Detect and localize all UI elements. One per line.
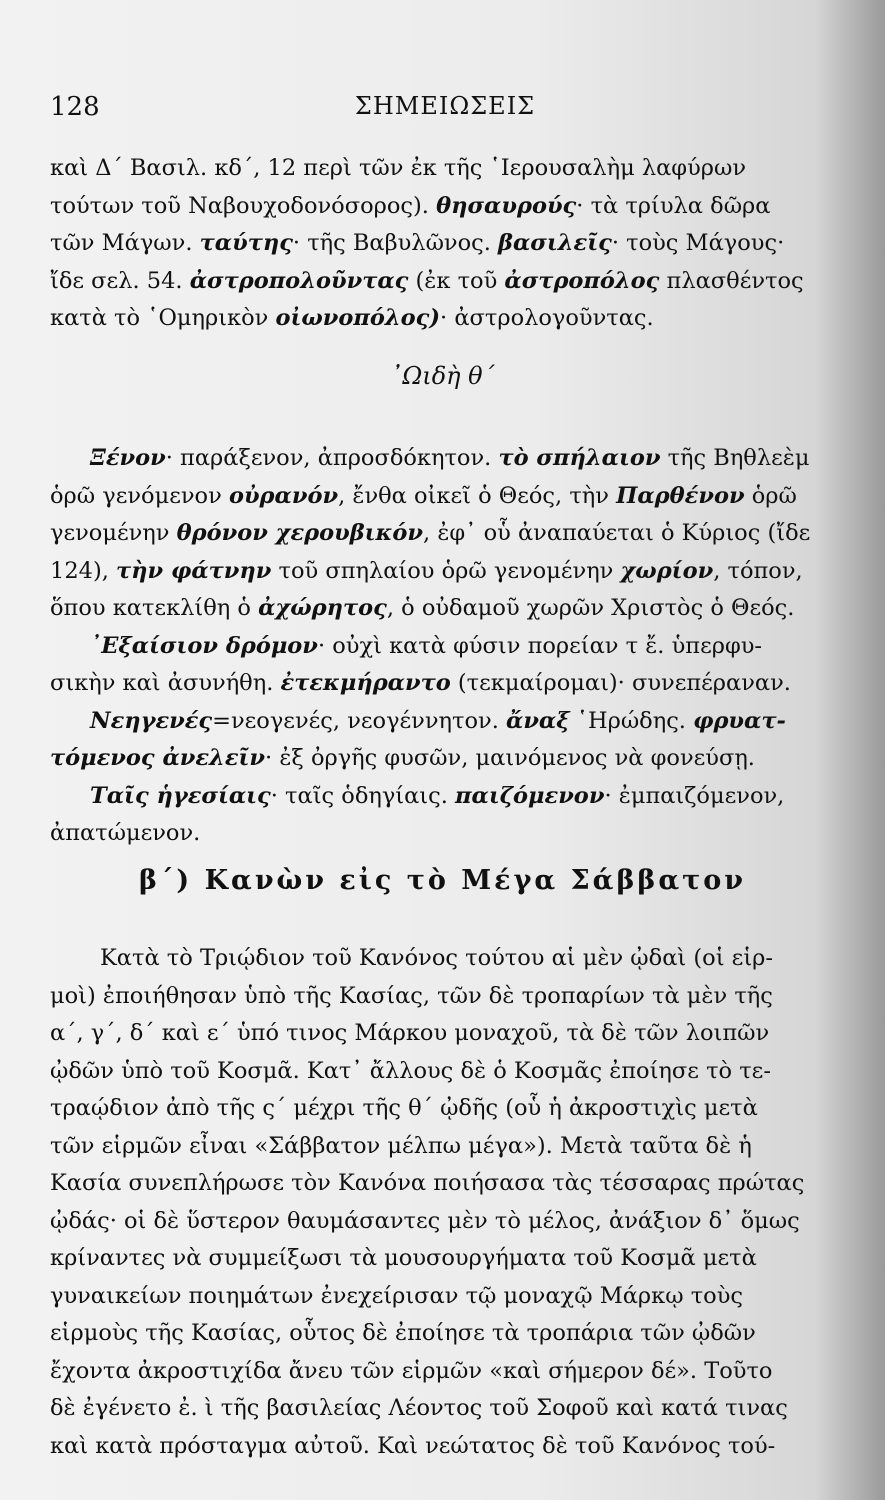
text-span: ῾Ηρώδης. <box>569 707 694 734</box>
lemma: τὸ σπήλαιον <box>498 445 661 471</box>
text-line <box>50 703 845 741</box>
text-span: τούτων τοῦ Ναβουχοδονόσορος). <box>50 192 437 219</box>
text-span: ὁρῶ γενόμενον <box>50 482 229 509</box>
lemma: φρυατ- <box>693 707 786 734</box>
lemma: θρόνον χερουβικόν <box>176 520 424 546</box>
lemma: παιζόμενον <box>455 782 605 809</box>
text-span: =νεογενές, νεογέννητον. <box>212 707 506 734</box>
text-span: (τεκμαίρομαι)· συνεπέραναν. <box>450 670 791 696</box>
lemma: Νεηγενές <box>90 707 213 734</box>
text-span: · παράξενον, ἀπροσδόκητον. <box>165 445 499 471</box>
lemma: ἀστροπολοῦντας <box>189 267 409 294</box>
text-line <box>50 778 845 816</box>
section-heading: β΄) Κανὼν εἰς τὸ Μέγα Σάββατον <box>138 865 747 896</box>
text-line: Κασία συνεπλήρωσε τὸν Κανόνα ποιήσασα τὰς τέσσαρας πρώτας <box>50 1170 805 1196</box>
text-line <box>50 628 845 666</box>
notes-paragraph-3 <box>50 940 845 1465</box>
text-line: ᾠδάς· οἱ δὲ ὕστερον θαυμάσαντες μὲν τὸ μέλος, ἀνάξιον δ᾿ ὅμως <box>50 1207 800 1234</box>
lemma: ἐτεκμήραντο <box>280 670 451 696</box>
text-line: εἱρμοὺς τῆς Κασίας, οὗτος δὲ ἐποίησε τὰ τροπάρια τῶν ᾠδῶν <box>50 1320 756 1346</box>
text-span: σικὴν καὶ ἀσυνήθη. <box>50 670 281 696</box>
text-span: · ἐμπαιζόμενον, <box>604 782 785 809</box>
text-span: · τῆς Βαβυλῶνος. <box>292 230 499 256</box>
text-line <box>50 665 845 703</box>
lemma: οὐρανόν <box>228 482 339 509</box>
page-header <box>50 92 840 132</box>
lemma: Παρθένον <box>616 482 745 509</box>
text-span: καὶ Δ΄ Βασιλ. κδ΄, 12 περὶ τῶν ἐκ τῆς ῾Ιερουσαλὴμ λαφύρων <box>50 155 746 181</box>
text-line: καὶ κατὰ πρόσταγμα αὐτοῦ. Καὶ νεώτατος δὲ τοῦ Κανόνος τού- <box>50 1432 776 1459</box>
text-span: 124), <box>50 557 117 584</box>
text-line <box>50 150 845 188</box>
text-line <box>50 478 845 516</box>
lemma: ἀχώρητος <box>258 595 387 621</box>
text-span: τῆς Βηθλεὲμ <box>660 445 810 471</box>
lemma: Ταῖς ἡγεσίαις <box>90 782 271 809</box>
text-line: α΄, γ΄, δ΄ καὶ ε΄ ὑπό τινος Μάρκου μοναχοῦ, τὰ δὲ τῶν λοιπῶν <box>50 1020 770 1046</box>
text-span: · τὰ τρίυλα δῶρα <box>576 192 771 219</box>
lemma: οἰωνοπόλος) <box>275 305 441 331</box>
text-span: ἴδε σελ. 54. <box>50 267 190 294</box>
text-line: δὲ ἐγένετο ἐ. ὶ τῆς βασιλείας Λέοντος τοῦ Σοφοῦ καὶ κατά τινας <box>50 1395 788 1421</box>
lemma: τὴν φάτνην <box>116 557 272 584</box>
text-span: · ἀστρολογοῦντας. <box>440 305 654 331</box>
text-line <box>50 440 845 478</box>
text-span: · τοὺς Μάγους· <box>611 230 785 256</box>
text-line: τῶν εἱρμῶν εἶναι «Σάββατον μέλπω μέγα»). Μετὰ ταῦτα δὲ ἡ <box>50 1132 752 1159</box>
ode-heading: ᾿Ωιδὴ θ΄ <box>390 362 495 390</box>
text-span: ὁρῶ <box>744 482 797 509</box>
lemma: ταύτης <box>199 230 293 256</box>
text-span: (ἐκ τοῦ <box>408 267 505 294</box>
page-number: 128 <box>50 92 100 122</box>
notes-paragraph-1 <box>50 150 845 338</box>
lemma: ᾿Εξαίσιον δρόμον <box>90 632 318 659</box>
text-span: · ἐξ ὀργῆς φυσῶν, μαινόμενος νὰ φονεύσῃ. <box>265 745 755 771</box>
running-head: ΣΗΜΕΙΩΣΕΙΣ <box>354 92 536 120</box>
text-span: · οὐχὶ κατὰ φύσιν πορείαν τ ἔ. ὑπερφυ- <box>317 632 762 659</box>
text-span: , ἐφ᾿ οὗ ἀναπαύεται ὁ Κύριος (ἴδε <box>423 520 811 546</box>
text-span: , ἔνθα οἰκεῖ ὁ Θεός, τὴν <box>338 482 617 509</box>
text-line <box>50 225 845 263</box>
text-line <box>50 553 845 591</box>
text-span: , ὁ οὐδαμοῦ χωρῶν Χριστὸς ὁ Θεός. <box>386 595 795 621</box>
notes-paragraph-2 <box>50 440 845 853</box>
lemma: ἀστροπόλος <box>504 267 660 294</box>
text-line <box>50 740 845 778</box>
text-span: ἀπατώμενον. <box>50 820 201 846</box>
text-line: ᾠδῶν ὑπὸ τοῦ Κοσμᾶ. Κατ᾿ ἄλλους δὲ ὁ Κοσμᾶς ἐποίησε τὸ τε- <box>50 1057 771 1084</box>
text-line: μοὶ) ἐποιήθησαν ὑπὸ τῆς Κασίας, τῶν δὲ τροπαρίων τὰ μὲν τῆς <box>50 982 773 1009</box>
text-line <box>50 590 845 628</box>
lemma: Ξένον <box>90 445 166 471</box>
text-line: κρίναντες νὰ συμμείξωσι τὰ μουσουργήματα τοῦ Κοσμᾶ μετὰ <box>50 1245 757 1271</box>
text-line <box>50 815 845 853</box>
text-line: ἔχοντα ἀκροστιχίδα ἄνευ τῶν εἱρμῶν «καὶ σήμερον δέ». Τοῦτο <box>50 1357 773 1384</box>
text-span: γενομένην <box>50 520 177 546</box>
text-span: ὅπου κατεκλίθη ὁ <box>50 595 259 621</box>
text-span: κατὰ τὸ ῾Ομηρικὸν <box>50 305 276 331</box>
text-span: , τόπον, <box>713 557 803 584</box>
text-line: γυναικείων ποιημάτων ἐνεχείρισαν τῷ μοναχῷ Μάρκῳ τοὺς <box>50 1282 743 1309</box>
text-line <box>50 263 845 301</box>
text-span: τοῦ σπηλαίου ὁρῶ γενομένην <box>271 557 621 584</box>
text-line: τραῴδιον ἀπὸ τῆς ς΄ μέχρι τῆς θ΄ ᾠδῆς (οὗ ἡ ἀκροστιχὶς μετὰ <box>50 1095 758 1121</box>
text-line: Κατὰ τὸ Τριῴδιον τοῦ Κανόνος τούτου αἱ μὲν ᾠδαὶ (οἱ εἱρ- <box>100 945 773 971</box>
text-span: πλασθέντος <box>659 267 804 294</box>
text-span: · ταῖς ὁδηγίαις. <box>270 782 456 809</box>
lemma: βασιλεῖς <box>498 230 612 256</box>
lemma: θησαυρούς <box>436 192 577 219</box>
text-span: τῶν Μάγων. <box>50 230 200 256</box>
text-line <box>50 188 845 226</box>
text-line <box>50 300 845 338</box>
text-line <box>50 515 845 553</box>
lemma: ἄναξ <box>506 707 570 734</box>
lemma: τόμενος ἀνελεῖν <box>50 745 266 771</box>
lemma: χωρίον <box>620 557 714 584</box>
